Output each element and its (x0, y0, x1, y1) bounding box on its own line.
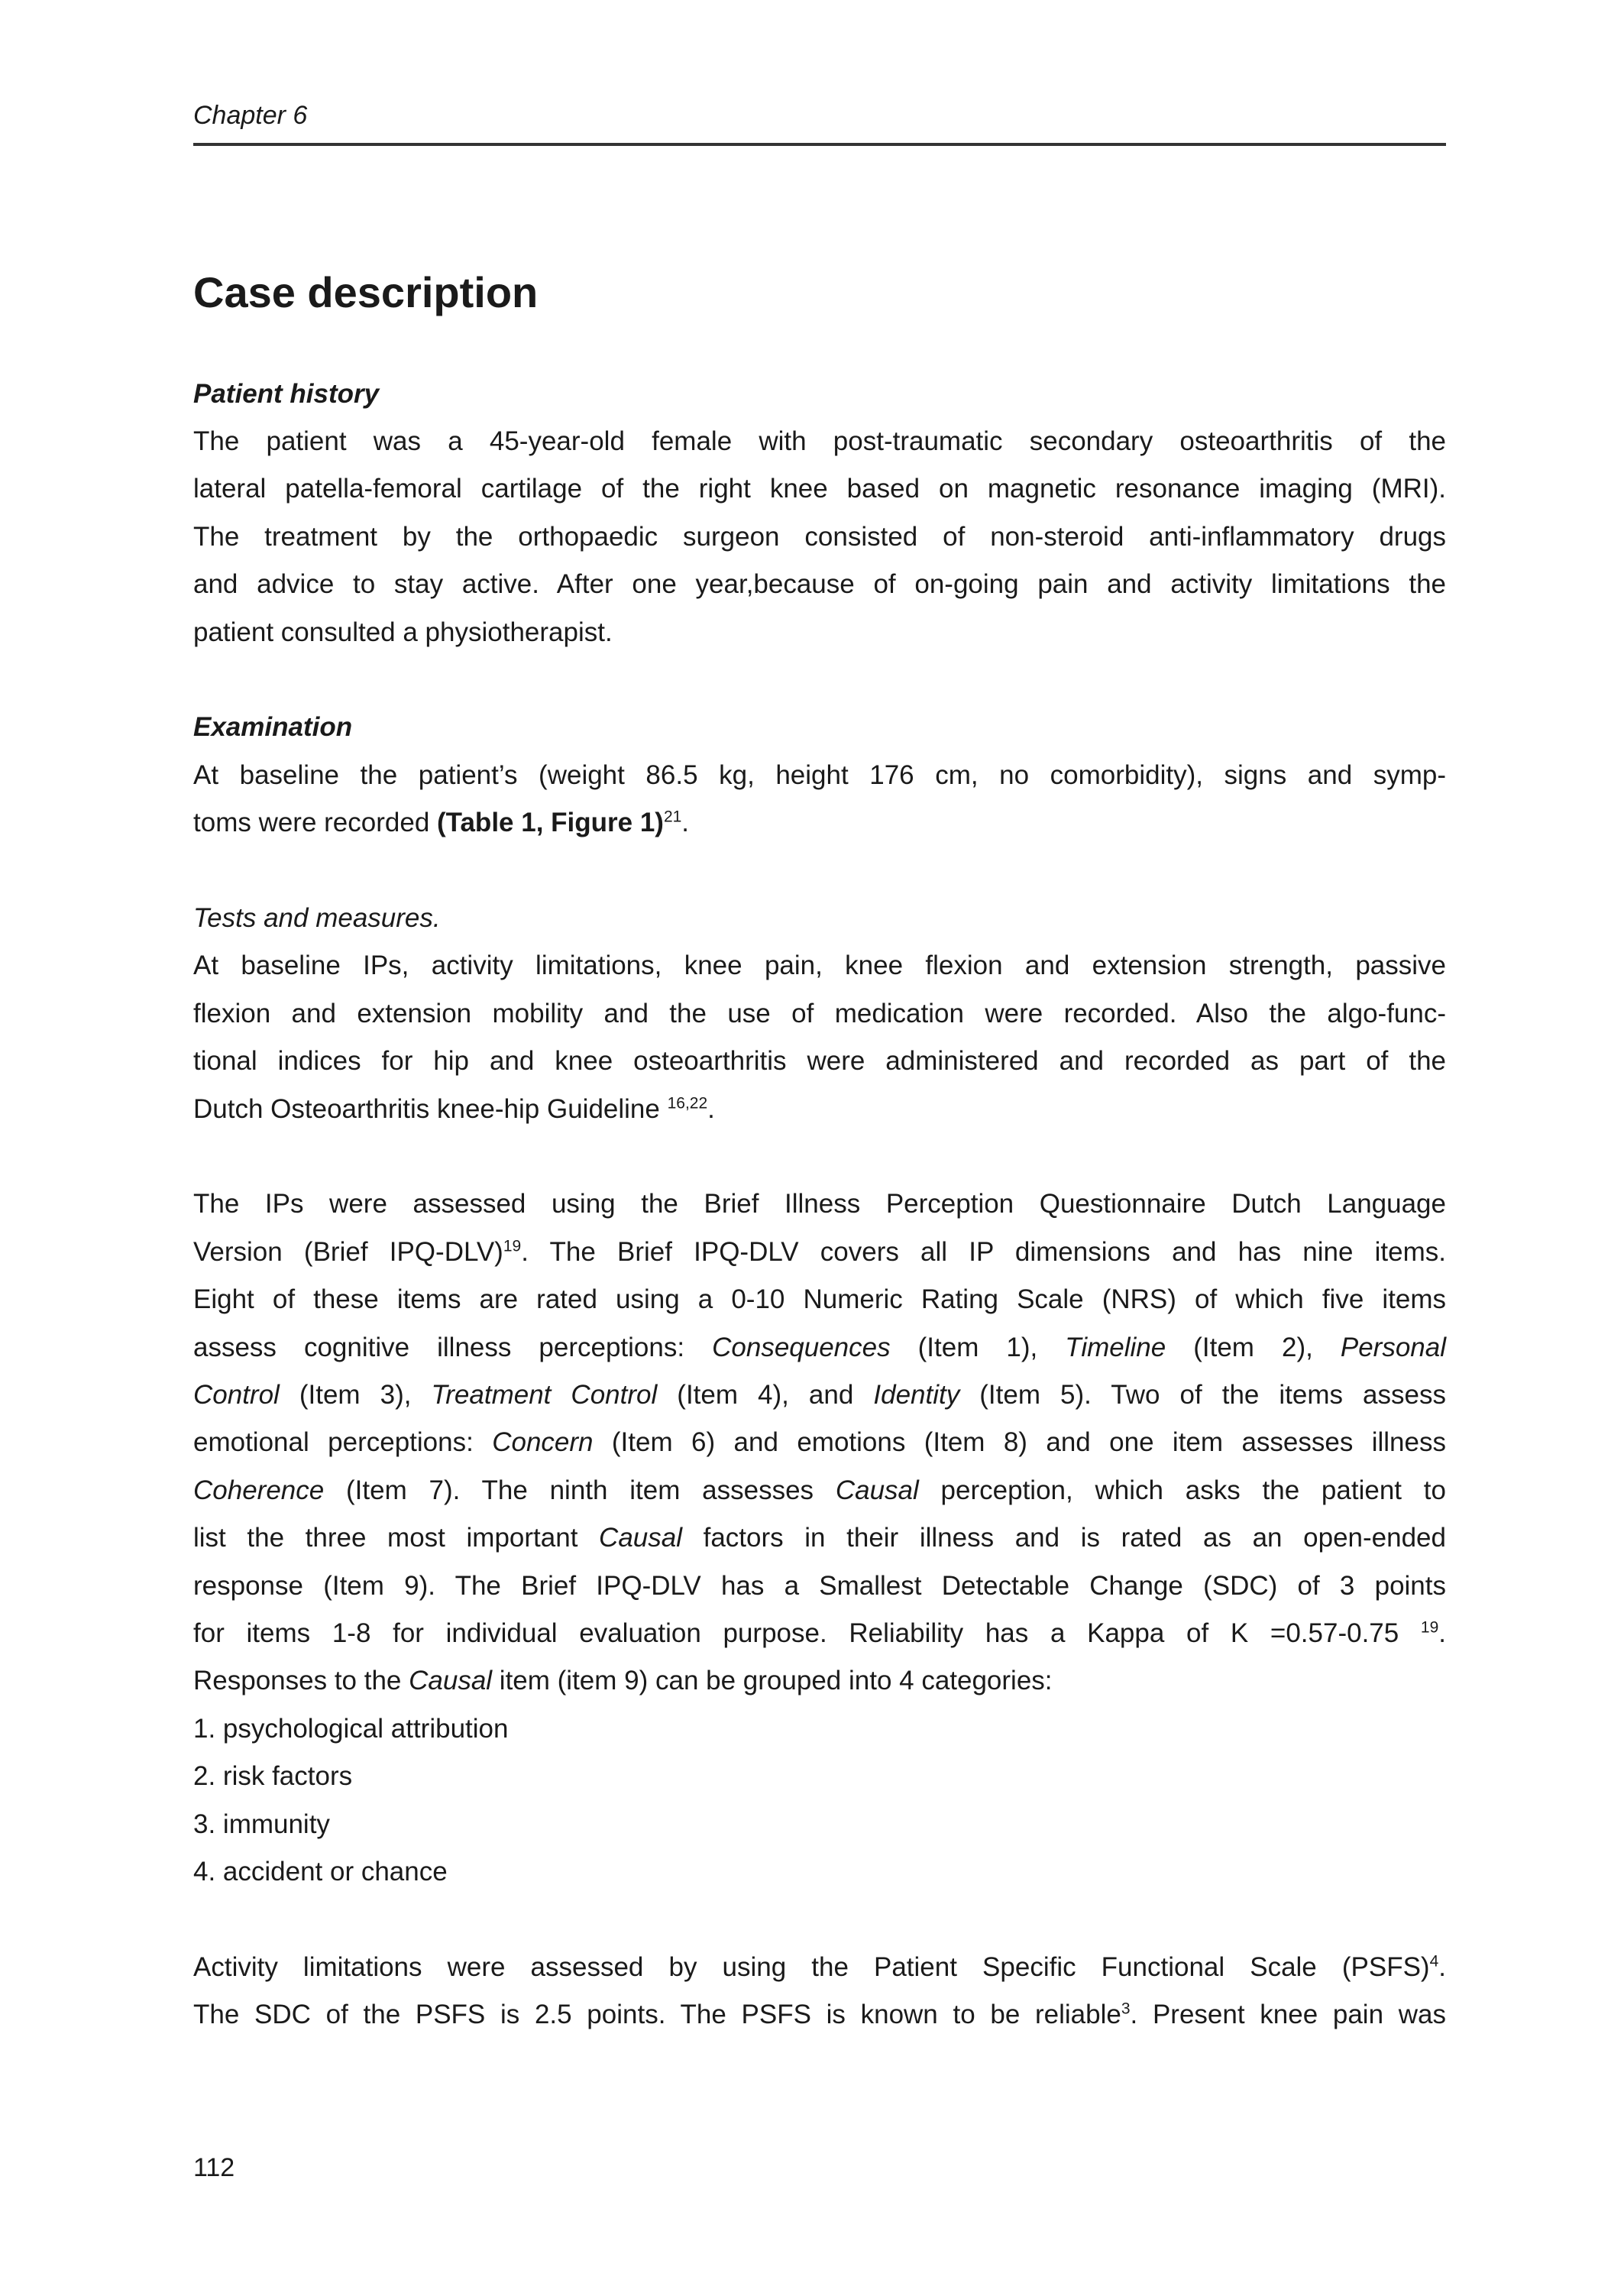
text-segment: flexion and extension mobility and the use of medication were recorded. Also the algo-func- (193, 998, 1446, 1028)
text-segment: . (1438, 1951, 1446, 1982)
running-header: Chapter 6 (193, 101, 308, 130)
text-segment: Eight of these items are rated using a 0-10 Numeric Rating Scale (NRS) of which five items (193, 1284, 1446, 1315)
text-segment: list the three most important (193, 1523, 600, 1553)
text-segment: The IPs were assessed using the Brief Illness Perception Questionnaire Dutch Language (193, 1189, 1446, 1219)
text-segment: item (item 9) can be grouped into 4 categories: (492, 1666, 1053, 1696)
text-segment: Personal (1340, 1332, 1447, 1362)
text-line (193, 1610, 1446, 1657)
text-segment: Causal (835, 1475, 919, 1505)
text-line (193, 1753, 1446, 1800)
text-segment: and advice to stay active. After one year,because of on-going pain and activity limitations the (193, 569, 1446, 600)
text-line (193, 561, 1446, 608)
text-line (193, 609, 1446, 656)
text-segment: Treatment Control (431, 1380, 658, 1410)
text-line (193, 1419, 1446, 1466)
text-segment: (Item 2), (1166, 1332, 1341, 1362)
text-segment: 2. risk factors (193, 1761, 353, 1792)
text-line (193, 990, 1446, 1038)
text-segment: The treatment by the orthopaedic surgeon consisted of non-steroid anti-inflammatory drugs (193, 521, 1446, 552)
text-line (193, 895, 1446, 942)
text-segment: perception, which asks the patient to (918, 1475, 1446, 1505)
text-segment: assess cognitive illness perceptions: (193, 1332, 713, 1362)
text-segment: . Present knee pain was (1130, 2000, 1446, 2030)
section-title: Case description (193, 268, 539, 316)
text-segment: Tests and measures. (193, 903, 441, 933)
text-line (193, 513, 1446, 561)
page-number: 112 (193, 2153, 235, 2182)
text-segment: for items 1-8 for individual evaluation purpose. Reliability has a Kappa of K =0.57-0.75 (193, 1618, 1421, 1648)
text-segment: At baseline the patient’s (weight 86.5 kg, height 176 cm, no comorbidity), signs and symp- (193, 759, 1446, 790)
text-segment: Control (193, 1380, 280, 1410)
text-segment: factors in their illness and is rated as an open-ended (682, 1523, 1446, 1553)
text-segment: Consequences (712, 1332, 891, 1362)
text-segment: The patient was a 45-year-old female with post-traumatic secondary osteoarthritis of the (193, 426, 1446, 456)
text-line (193, 1038, 1446, 1085)
text-segment: (Table 1, Figure 1) (437, 808, 664, 838)
text-segment: Causal (599, 1523, 682, 1553)
text-segment: Concern (492, 1427, 594, 1458)
text-line (193, 1229, 1446, 1276)
text-segment: Identity (873, 1380, 960, 1410)
text-segment: The SDC of the PSFS is 2.5 points. The PSFS is known to be reliable (193, 2000, 1121, 2030)
text-segment: 3. immunity (193, 1809, 330, 1839)
header-rule (193, 143, 1446, 146)
text-line (193, 799, 1446, 847)
text-segment: 1. psychological attribution (193, 1713, 509, 1744)
text-segment: Coherence (193, 1475, 325, 1505)
citation-superscript: 19 (1420, 1618, 1439, 1637)
text-line (193, 1657, 1446, 1705)
text-line (193, 1181, 1446, 1228)
text-segment: emotional perceptions: (193, 1427, 493, 1458)
text-line (193, 1944, 1446, 1991)
text-line (193, 704, 1446, 751)
text-segment: (Item 1), (890, 1332, 1066, 1362)
text-line (193, 752, 1446, 799)
text-line (193, 1801, 1446, 1848)
text-line (193, 942, 1446, 989)
text-line (193, 418, 1446, 465)
text-segment: Timeline (1065, 1332, 1166, 1362)
text-line (193, 371, 1446, 418)
text-segment: toms were recorded (193, 808, 438, 838)
text-segment: (Item 5). Two of the items assess (959, 1380, 1446, 1410)
citation-superscript: 21 (663, 808, 682, 826)
text-line (193, 1467, 1446, 1514)
text-line (193, 1991, 1446, 2039)
text-segment: (Item 3), (279, 1380, 432, 1410)
text-segment: Version (Brief IPQ-DLV) (193, 1236, 503, 1267)
text-line (193, 465, 1446, 513)
text-segment: tional indices for hip and knee osteoarthritis were administered and recorded as part of the (193, 1046, 1446, 1077)
citation-superscript: 3 (1121, 2000, 1131, 2018)
text-line (193, 1276, 1446, 1323)
text-line (193, 1086, 1446, 1133)
text-segment: . (1438, 1618, 1446, 1648)
text-segment: . The Brief IPQ-DLV covers all IP dimensions and has nine items. (521, 1236, 1447, 1267)
text-segment: Responses to the (193, 1666, 409, 1696)
citation-superscript: 19 (503, 1237, 522, 1255)
citation-superscript: 4 (1429, 1952, 1439, 1971)
text-segment: response (Item 9). The Brief IPQ-DLV has a Smallest Detectable Change (SDC) of 3 points (193, 1570, 1446, 1601)
text-segment: Causal (409, 1666, 493, 1696)
text-segment: 4. accident or chance (193, 1857, 448, 1887)
citation-superscript: 16,22 (667, 1093, 708, 1112)
text-line (193, 1372, 1446, 1419)
text-line (193, 1848, 1446, 1896)
text-line (193, 1705, 1446, 1753)
text-segment: Activity limitations were assessed by using the Patient Specific Functional Scale (PSFS) (193, 1951, 1430, 1982)
text-segment: Dutch Osteoarthritis knee-hip Guideline (193, 1093, 668, 1124)
subheading: Patient history (193, 378, 380, 409)
text-segment: . (707, 1093, 715, 1124)
text-segment: lateral patella-femoral cartilage of the right knee based on magnetic resonance imaging (MRI). (193, 474, 1446, 504)
text-segment: patient consulted a physiotherapist. (193, 617, 613, 647)
text-segment: (Item 6) and emotions (Item 8) and one item assesses illness (593, 1427, 1446, 1458)
text-segment: At baseline IPs, activity limitations, knee pain, knee flexion and extension strength, passive (193, 951, 1446, 981)
text-line (193, 1324, 1446, 1372)
text-line (193, 1514, 1446, 1562)
text-line (193, 1563, 1446, 1610)
text-segment: (Item 4), and (657, 1380, 874, 1410)
subheading: Examination (193, 712, 353, 743)
text-segment: (Item 7). The ninth item assesses (324, 1475, 836, 1505)
text-segment: . (681, 808, 690, 838)
